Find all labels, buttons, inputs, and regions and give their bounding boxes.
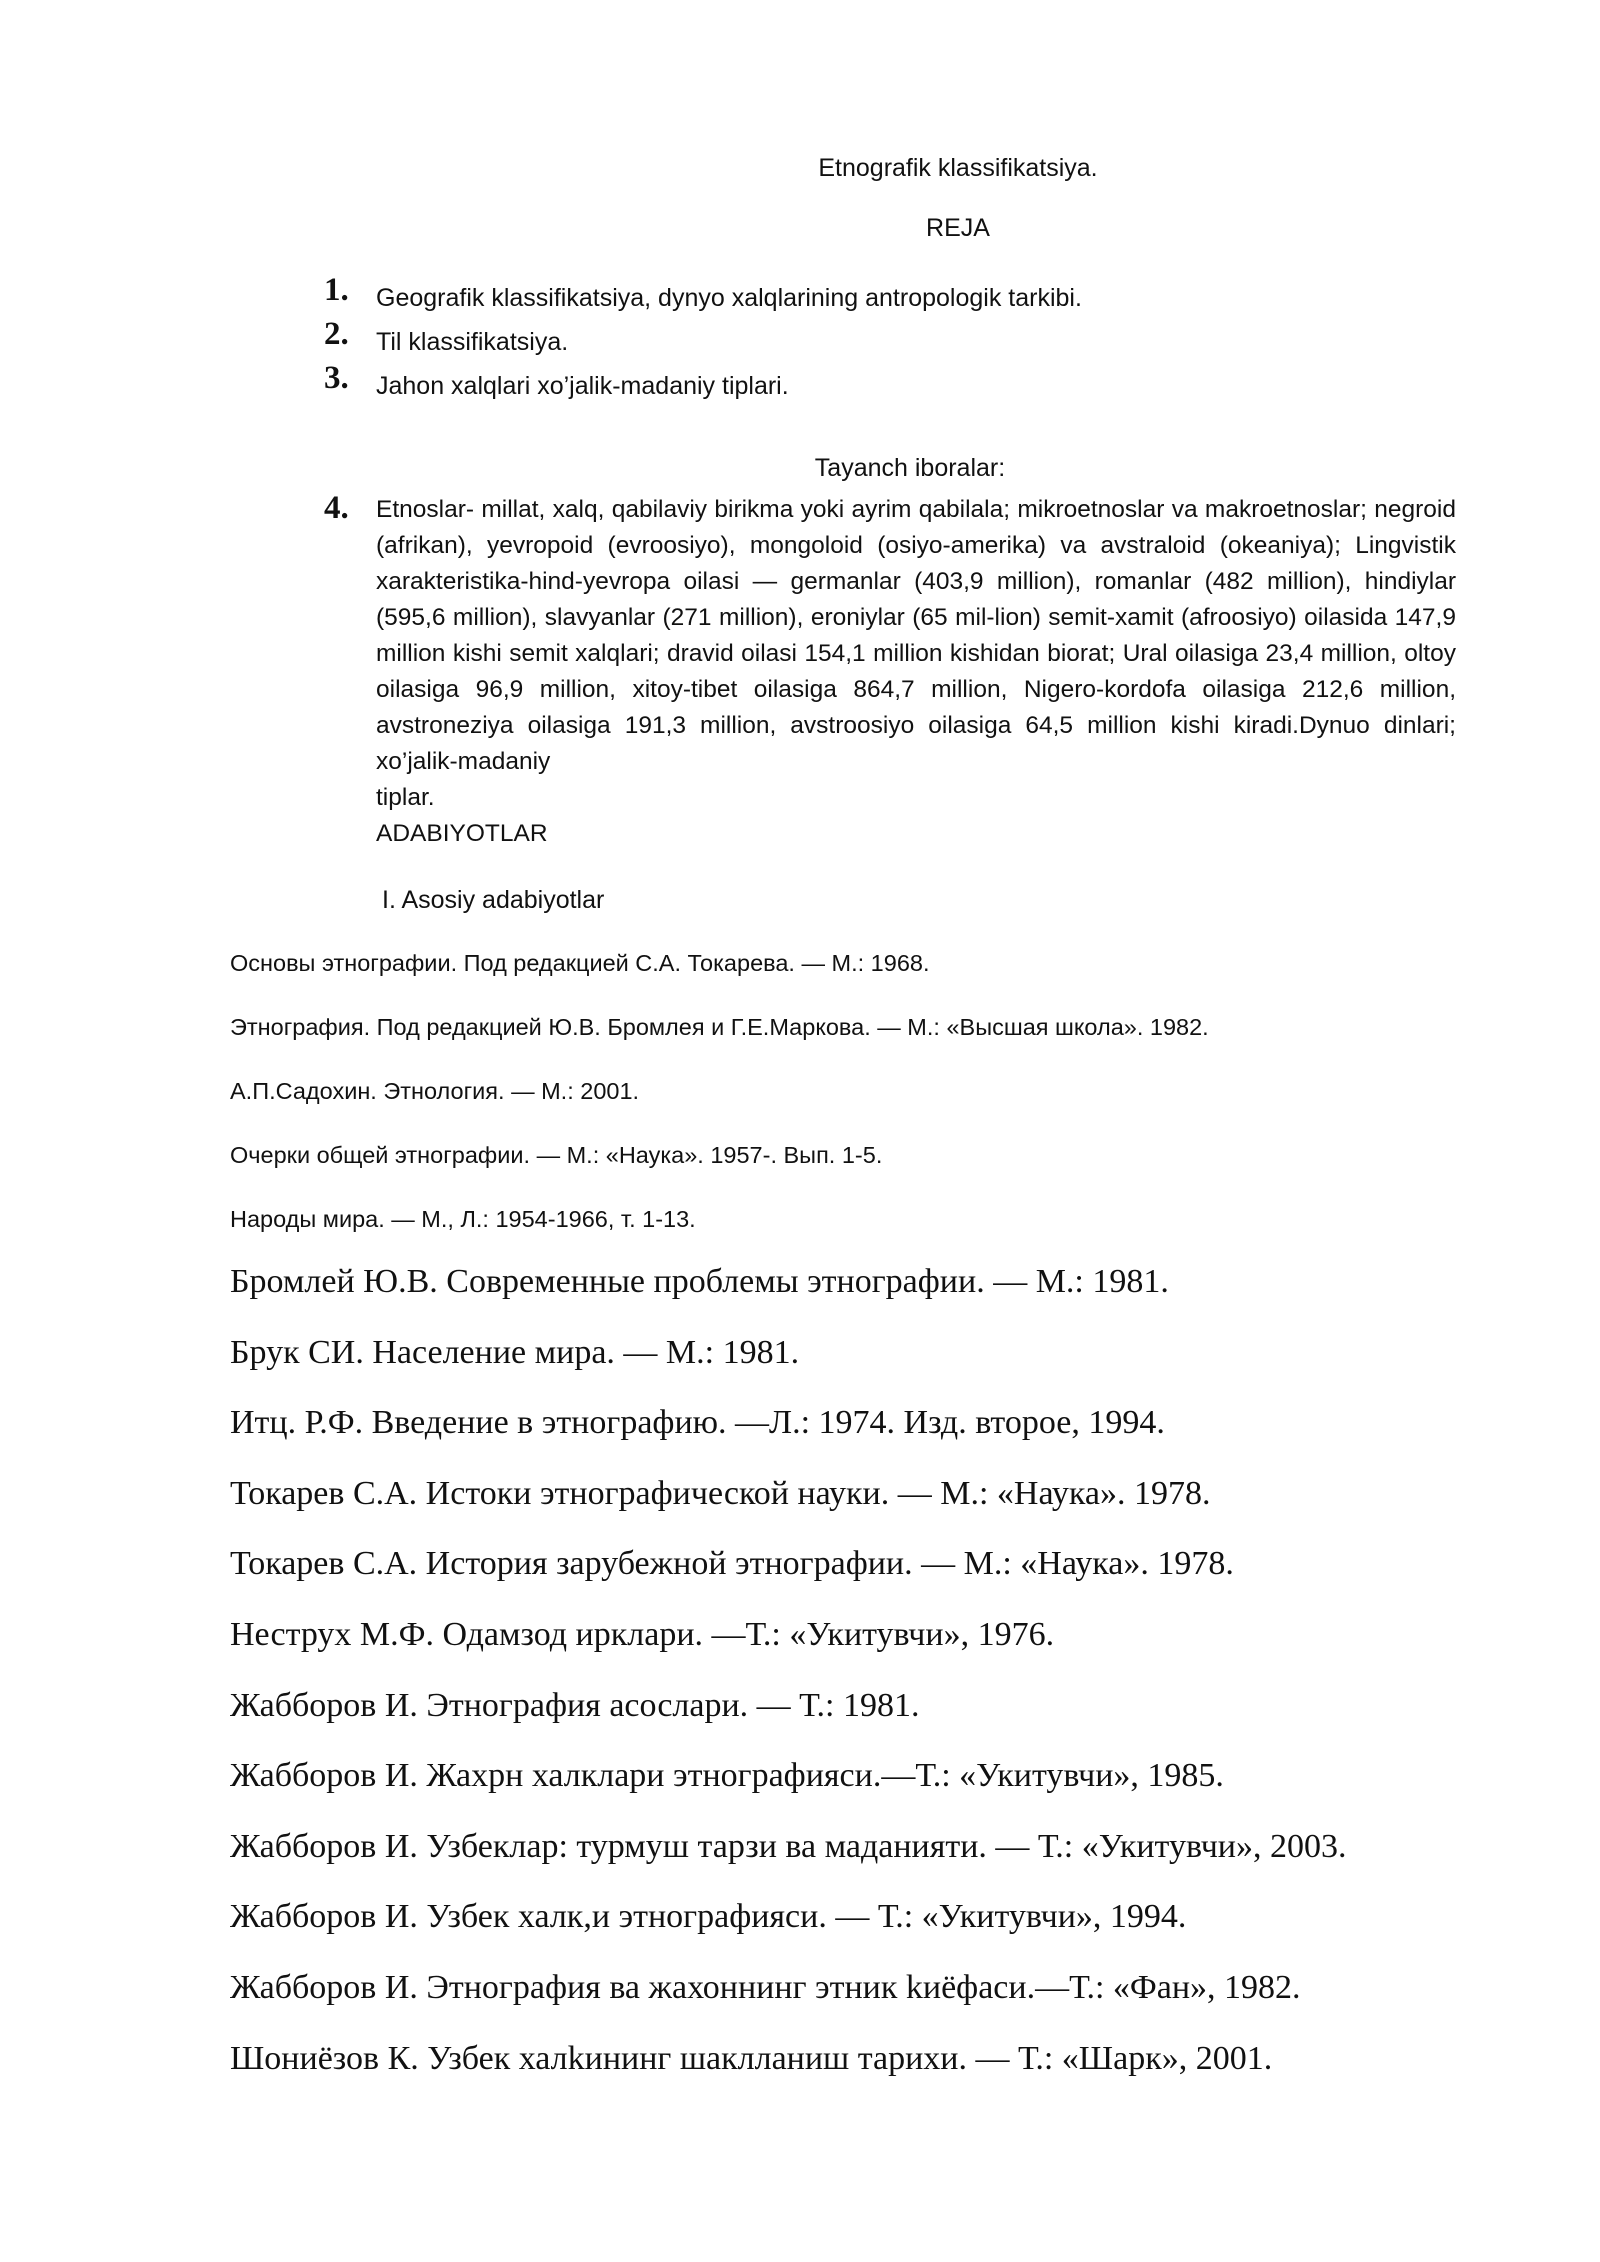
list-item: [324, 360, 1454, 408]
keywords-item: [324, 492, 1456, 852]
list-item-text: Geografik klassifikatsiya, dynyo xalqlarining antropologik tarkibi.: [376, 284, 1082, 312]
reference-item: Шониёзов К. Узбек халkининг шаклланиш тарихи. — Т.: «Шарк», 2001.: [230, 2039, 1273, 2077]
plan-title: REJA: [926, 214, 990, 242]
list-item-text: Jahon xalqlari xo’jalik-madaniy tiplari.: [376, 372, 789, 400]
references-heading: ADABIYOTLAR: [376, 820, 548, 847]
keywords-paragraph: Etnoslar- millat, xalq, qabilaviy birikma yoki ayrim qabilala; mikroetnoslar va makroetnoslar; negroid (afrikan), yevropoid (evroosiyo), mongoloid (osiyo-amerika) va avstraloid (okeaniya); Lingvistik xarakteristika-hind-yevropa oilasi — germanlar (403,9 million), romanlar (482 million), hindiylar (595,6 million), slavyanlar (271 million), eroniylar (65 mil-lion) semit-xamit (afroosiyo) oilasida 147,9 million kishi semit xalqlari; dravid oilasi 154,1 million kishidan biorat; Ural oilasiga 23,4 million, oltoy oilasiga 96,9 million, xitoy-tibet oilasiga 864,7 million, Nigero-kordofa oilasiga 212,6 million, avstroneziya oilasiga 191,3 million, avstroosiyo oilasiga 64,5 million kishi kiradi.Dynuo dinlari; xo’jalik-madaniy: [376, 496, 1456, 775]
reference-item: Брук СИ. Население мира. — М.: 1981.: [230, 1333, 800, 1371]
reference-item: Жабборов И. Жахрн халклари этнографияси.—Т.: «Укитувчи», 1985.: [230, 1757, 1224, 1795]
reference-item: Жабборов И. Узбек халк,и этнографияси. — Т.: «Укитувчи», 1994.: [230, 1898, 1187, 1936]
reference-item: Жабборов И. Этнография асослари. — Т.: 1981.: [230, 1686, 920, 1724]
reference-item: Народы мира. — М., Л.: 1954-1966, т. 1-13.: [230, 1206, 696, 1232]
reference-item: Жабборов И. Этнография ва жахоннинг этник kиёфаси.—Т.: «Фан», 1982.: [230, 1968, 1301, 2006]
reference-item: А.П.Садохин. Этнология. — М.: 2001.: [230, 1078, 640, 1104]
list-number: 2.: [324, 316, 349, 352]
reference-item: Бромлей Ю.В. Современные проблемы этнографии. — М.: 1981.: [230, 1263, 1169, 1300]
main-literature-subheading: I. Asosiy adabiyotlar: [382, 886, 605, 914]
reference-item: Жабборов И. Узбеклар: турмуш тарзи ва маданияти. — Т.: «Укитувчи», 2003.: [230, 1827, 1347, 1865]
list-item-text: Til klassifikatsiya.: [376, 328, 569, 356]
plan-list: [324, 272, 1454, 408]
reference-item: Токарев С.А. История зарубежной этнографии. — М.: «Наука». 1978.: [230, 1545, 1234, 1583]
reference-item: Этнография. Под редакцией Ю.В. Бромлея и Г.Е.Маркова. — М.: «Высшая школа». 1982.: [230, 1014, 1209, 1040]
reference-item: Итц. Р.Ф. Введение в этнографию. —Л.: 1974. Изд. второе, 1994.: [230, 1404, 1165, 1442]
keywords-title: Tayanch iboralar:: [814, 454, 1006, 482]
reference-item: Основы этнографии. Под редакцией С.А. Токарева. — М.: 1968.: [230, 950, 930, 976]
document-title: Etnografik klassifikatsiya.: [818, 154, 1098, 182]
keywords-paragraph-end: tiplar.: [376, 784, 435, 811]
reference-list-small: [230, 948, 1530, 1268]
list-item: [324, 316, 1454, 364]
list-number: 1.: [324, 272, 349, 308]
reference-list-large: [230, 1262, 1570, 2109]
reference-item: Очерки общей этнографии. — М.: «Наука». 1957-. Вып. 1-5.: [230, 1142, 883, 1168]
list-number: 3.: [324, 360, 349, 396]
reference-item: Неструх М.Ф. Одамзод ирклари. —Т.: «Укитувчи», 1976.: [230, 1615, 1055, 1653]
list-number: 4.: [324, 490, 349, 526]
reference-item: Токарев С.А. Истоки этнографической науки. — М.: «Наука». 1978.: [230, 1474, 1211, 1512]
list-item: [324, 272, 1454, 320]
